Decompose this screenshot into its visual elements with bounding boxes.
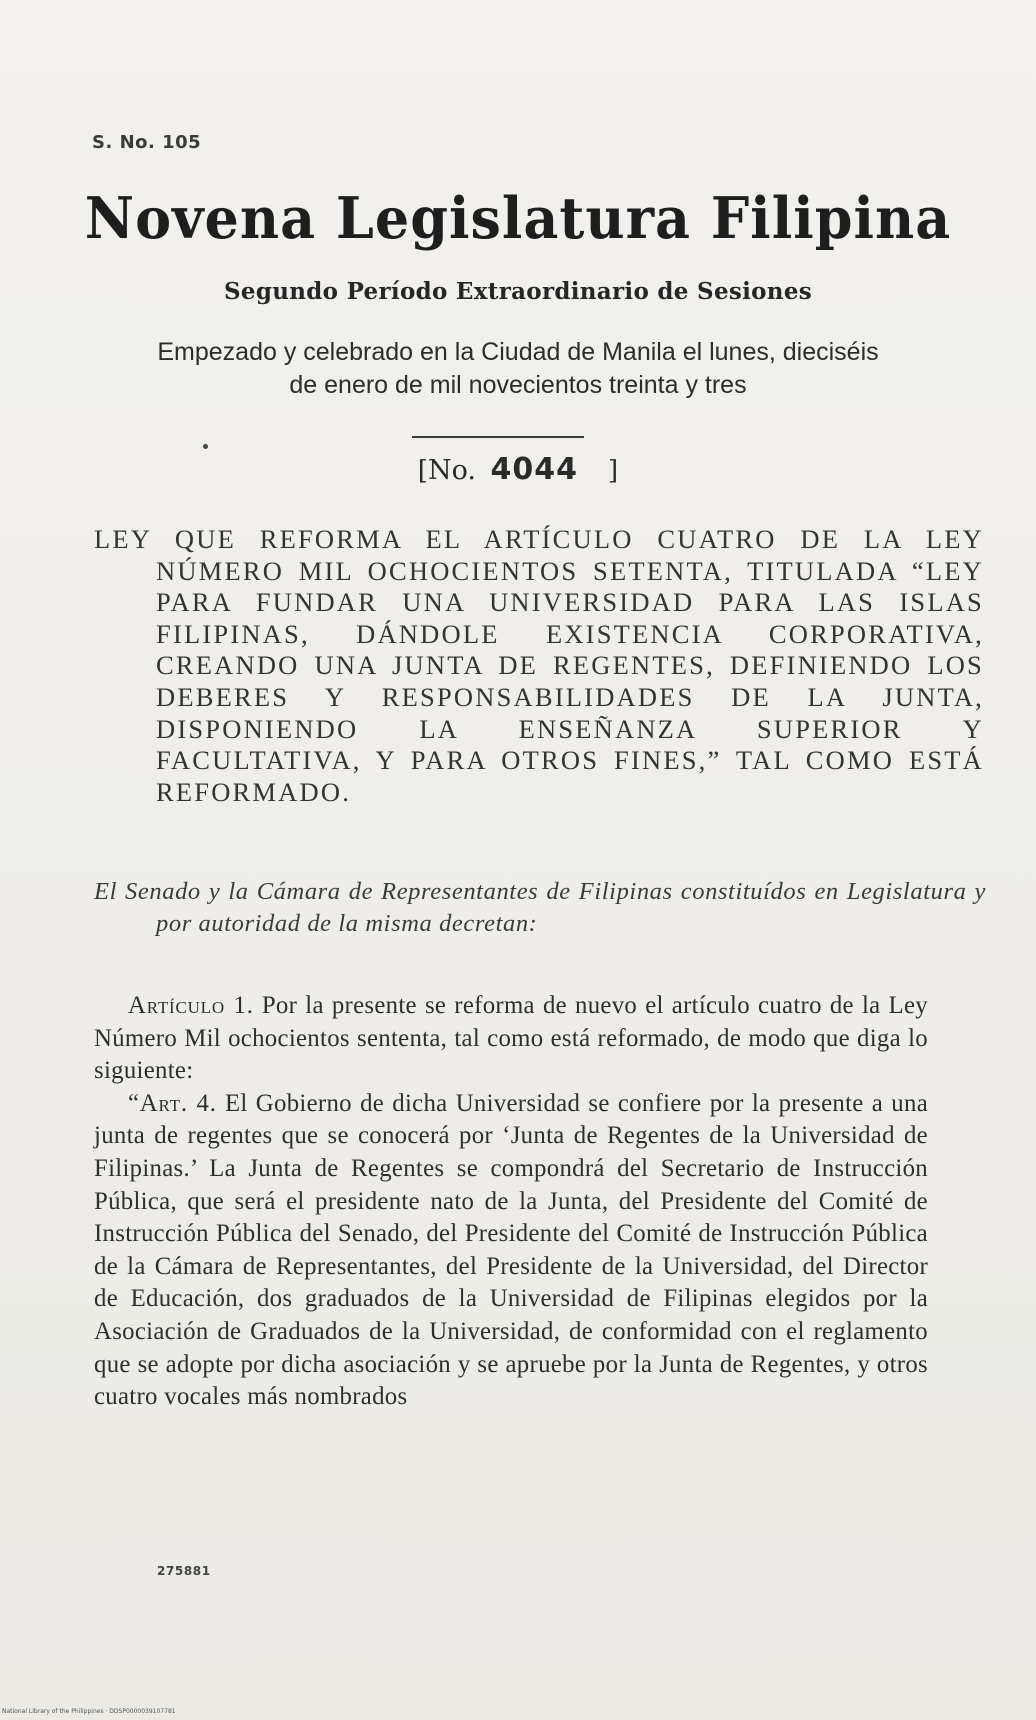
footer-credit: National Library of the Philippines · DDSP0000039107781 xyxy=(2,1708,176,1715)
body-text xyxy=(94,990,928,1414)
session-line-2: de enero de mil novecientos treinta y tres xyxy=(289,371,747,399)
act-open-bracket: [ xyxy=(417,456,428,486)
session-date-text xyxy=(80,336,956,402)
act-number-prefix: No. xyxy=(427,455,476,486)
act-number xyxy=(0,452,1036,487)
bill-number: S. No. 105 xyxy=(92,132,202,153)
act-close-bracket: ] xyxy=(608,456,619,486)
legislature-title: Novena Legislatura Filipina xyxy=(84,184,952,252)
article-4-label: “Art. 4. xyxy=(128,1089,217,1117)
law-title: LEY QUE REFORMA EL ARTÍCULO CUATRO DE LA LEY NÚMERO MIL OCHOCIENTOS SETENTA, TITULADA “LEY PARA FUNDAR UNA UNIVERSIDAD PARA LAS ISLAS FILIPINAS, DÁNDOLE EXISTENCIA CORPORATIVA, CREANDO UNA JUNTA DE REGENTES, DEFINIENDO LOS DEBERES Y RESPONSABILIDADES DE LA JUNTA, DISPONIENDO LA ENSEÑANZA SUPERIOR Y FACULTATIVA, Y PARA OTROS FINES,” TAL COMO ESTÁ REFORMADO. xyxy=(94,524,984,807)
act-number-value: 4044 xyxy=(490,452,579,487)
ink-dot xyxy=(203,444,208,449)
print-code: 275881 xyxy=(157,1564,211,1578)
article-4-text: El Gobierno de dicha Universidad se confiere por la presente a una junta de regentes que se conocerá por ‘Junta de Regentes de la Universidad de Filipinas.’ La Junta de Regentes se compondrá del Secretario de Instrucción Pública, que será el presidente nato de la Junta, del Presidente del Comité de Instrucción Pública del Senado, del Presidente del Comité de Instrucción Pública de la Cámara de Representantes, del Presidente de la Universidad, del Director de Educación, dos graduados de la Universidad de Filipinas elegidos por la Asociación de Graduados de la Universidad, de conformidad con el reglamento que se adopte por dicha asociación y se apruebe por la Junta de Regentes, y otros cuatro vocales más nombrados xyxy=(94,1089,929,1411)
session-subtitle: Segundo Período Extraordinario de Sesiones xyxy=(223,278,813,305)
session-line-1: Empezado y celebrado en la Ciudad de Manila el lunes, dieciséis xyxy=(157,338,879,366)
enacting-clause: El Senado y la Cámara de Representantes de Filipinas constituídos en Legislatura y por autoridad de la misma decretan: xyxy=(94,878,986,937)
article-4-paragraph xyxy=(94,1088,928,1414)
divider-rule xyxy=(412,436,584,438)
article-1-text: Por la presente se reforma de nuevo el artículo cuatro de la Ley Número Mil ochocientos sententa, tal como está reformado, de modo que diga lo siguiente: xyxy=(94,992,928,1085)
article-1-paragraph xyxy=(94,990,928,1088)
article-1-label: Artículo 1. xyxy=(128,992,254,1019)
